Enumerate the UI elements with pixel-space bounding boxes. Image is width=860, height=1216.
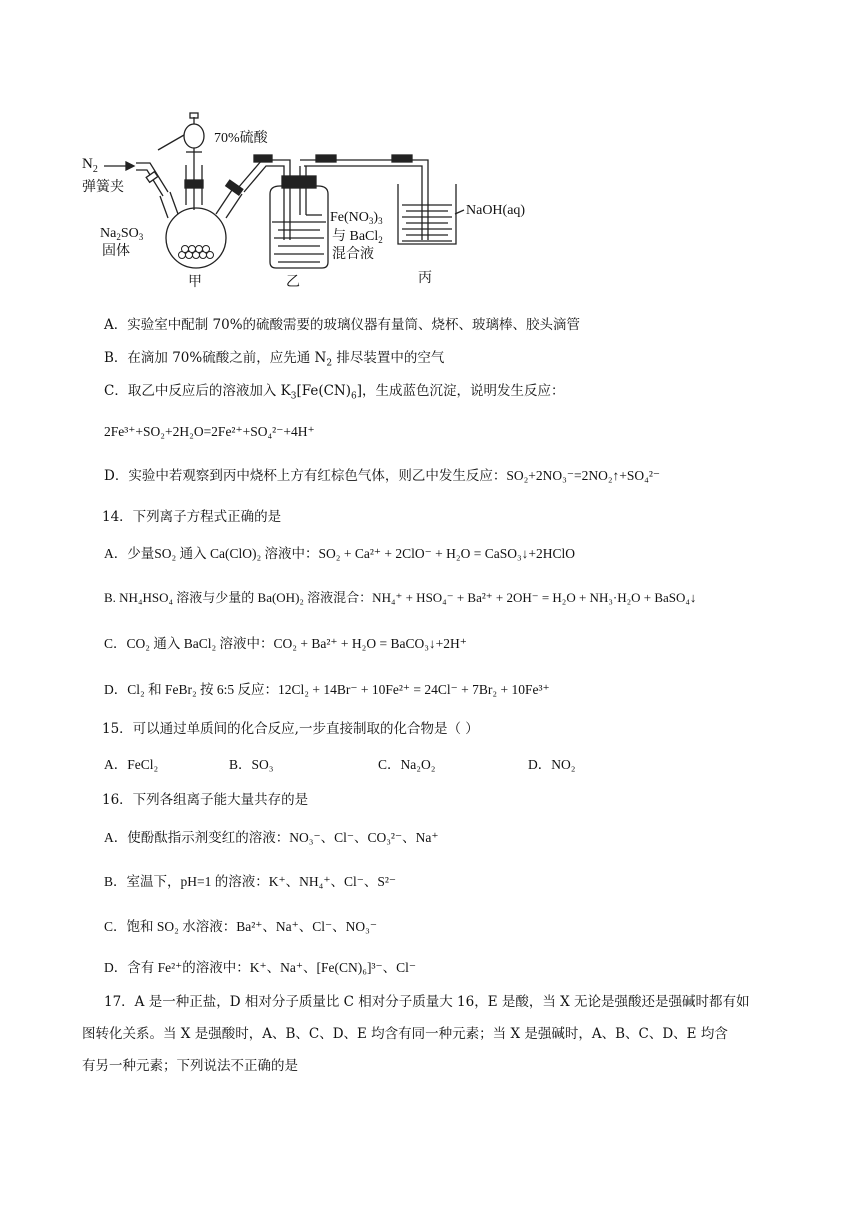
q16-stem: 16．下列各组离子能大量共存的是 xyxy=(102,792,309,808)
label-jia: 甲 xyxy=(188,275,202,290)
apparatus-diagram xyxy=(0,0,860,300)
svg-text:Na2SO3 xyxy=(100,226,144,242)
q15-option-a: A．FeCl₂ xyxy=(104,757,159,772)
q14-option-b: B. NH₄HSO₄ 溶液与少量的 Ba(OH)₂ 溶液混合：NH₄⁺ + HSO₄⁻ + Ba²⁺ + 2OH⁻ = H₂O + NH₃·H₂O + BaSO₄↓ xyxy=(104,590,697,605)
fe-line1: Fe(NO xyxy=(330,210,369,225)
fe-line1-sub2: 3 xyxy=(378,216,383,226)
q13-option-b: B．在滴加 70%硫酸之前，应先通 $N_2$ 排尽装置中的空气 xyxy=(104,350,445,369)
q16-option-d: D．含有 Fe²⁺的溶液中：K⁺、Na⁺、[Fe(CN)₆]³⁻、Cl⁻ xyxy=(104,960,417,975)
naoh-label: NaOH(aq) xyxy=(466,203,526,218)
q15-option-d: D．NO₂ xyxy=(528,757,576,772)
q16-option-a: A．使酚酞指示剂变红的溶液：NO₃⁻、Cl⁻、CO₃²⁻、Na⁺ xyxy=(104,830,439,845)
na2so3-label-c: SO xyxy=(120,226,139,241)
n2-label: N xyxy=(82,156,93,172)
q17-line-2: 图转化关系。当 X 是强酸时，A、B、C、D、E 均含有同一种元素；当 X 是强碱时，A、B、C、D、E 均含 xyxy=(82,1026,728,1042)
label-bing: 丙 xyxy=(418,271,432,286)
fe-line2-sub: 2 xyxy=(378,235,383,245)
q15-option-c: C．Na₂O₂ xyxy=(378,757,436,772)
q16-option-b: B．室温下，pH=1 的溶液：K⁺、NH₄⁺、Cl⁻、S²⁻ xyxy=(104,874,397,889)
acid-label: 70%硫酸 xyxy=(214,131,268,146)
na2so3-label-b: 2 xyxy=(116,232,121,242)
fe-line2: 与 BaCl xyxy=(332,229,379,244)
fe-line3: 混合液 xyxy=(332,247,374,262)
q13-option-a: A．实验室中配制 70%的硫酸需要的玻璃仪器有量筒、烧杯、玻璃棒、胶头滴管 xyxy=(104,317,581,333)
q15-option-b: B．SO₃ xyxy=(229,757,274,772)
na2so3-label-d: 3 xyxy=(138,232,144,242)
q13-option-d: D．实验中若观察到丙中烧杯上方有红棕色气体，则乙中发生反应：SO₂+2NO₃⁻=2NO₂↑+SO₄²⁻ xyxy=(104,468,661,484)
label-yi: 乙 xyxy=(286,275,300,290)
fe-line1-end: ) xyxy=(373,210,379,225)
q13-option-c: C．取乙中反应后的溶液加入 $K_3[Fe(CN)_6]$，生成蓝色沉淀，说明发生反应： xyxy=(104,383,565,402)
q14-option-d: D．Cl₂ 和 FeBr₂ 按 6:5 反应：12Cl₂ + 14Br⁻ + 10Fe²⁺ = 24Cl⁻ + 7Br₂ + 10Fe³⁺ xyxy=(104,682,550,697)
na2so3-label-a: Na xyxy=(100,226,117,241)
fe-line1-sub: 3 xyxy=(368,216,374,226)
q16-option-c: C．饱和 SO₂ 水溶液：Ba²⁺、Na⁺、Cl⁻、NO₃⁻ xyxy=(104,919,377,934)
q14-option-c: C．CO₂ 通入 BaCl₂ 溶液中：CO₂ + Ba²⁺ + H₂O = BaCO₃↓+2H⁺ xyxy=(104,636,467,651)
q17-line-1: 17．A 是一种正盐，D 相对分子质量比 C 相对分子质量大 16，E 是酸，当 X 无论是强酸还是强碱时都有如 xyxy=(104,994,750,1010)
clamp-label: 弹簧夹 xyxy=(82,180,124,195)
svg-text:与 BaCl2 xyxy=(332,228,383,245)
svg-text:Fe(NO3)3 xyxy=(330,210,383,226)
q15-stem: 15．可以通过单质间的化合反应,一步直接制取的化合物是（ ） xyxy=(102,721,479,737)
n2-sub: 2 xyxy=(92,164,98,175)
svg-text:N2 xyxy=(82,156,98,175)
q14-stem: 14．下列离子方程式正确的是 xyxy=(102,509,282,525)
q14-option-a: A．少量SO₂ 通入 Ca(ClO)₂ 溶液中：SO₂ + Ca²⁺ + 2ClO⁻ + H₂O = CaSO₃↓+2HClO xyxy=(104,546,576,561)
solid-label: 固体 xyxy=(102,244,130,259)
q13-option-c-equation: 2Fe³⁺+SO₂+2H₂O=2Fe²⁺+SO₄²⁻+4H⁺ xyxy=(104,424,315,439)
q17-line-3: 有另一种元素；下列说法不正确的是 xyxy=(82,1058,298,1074)
